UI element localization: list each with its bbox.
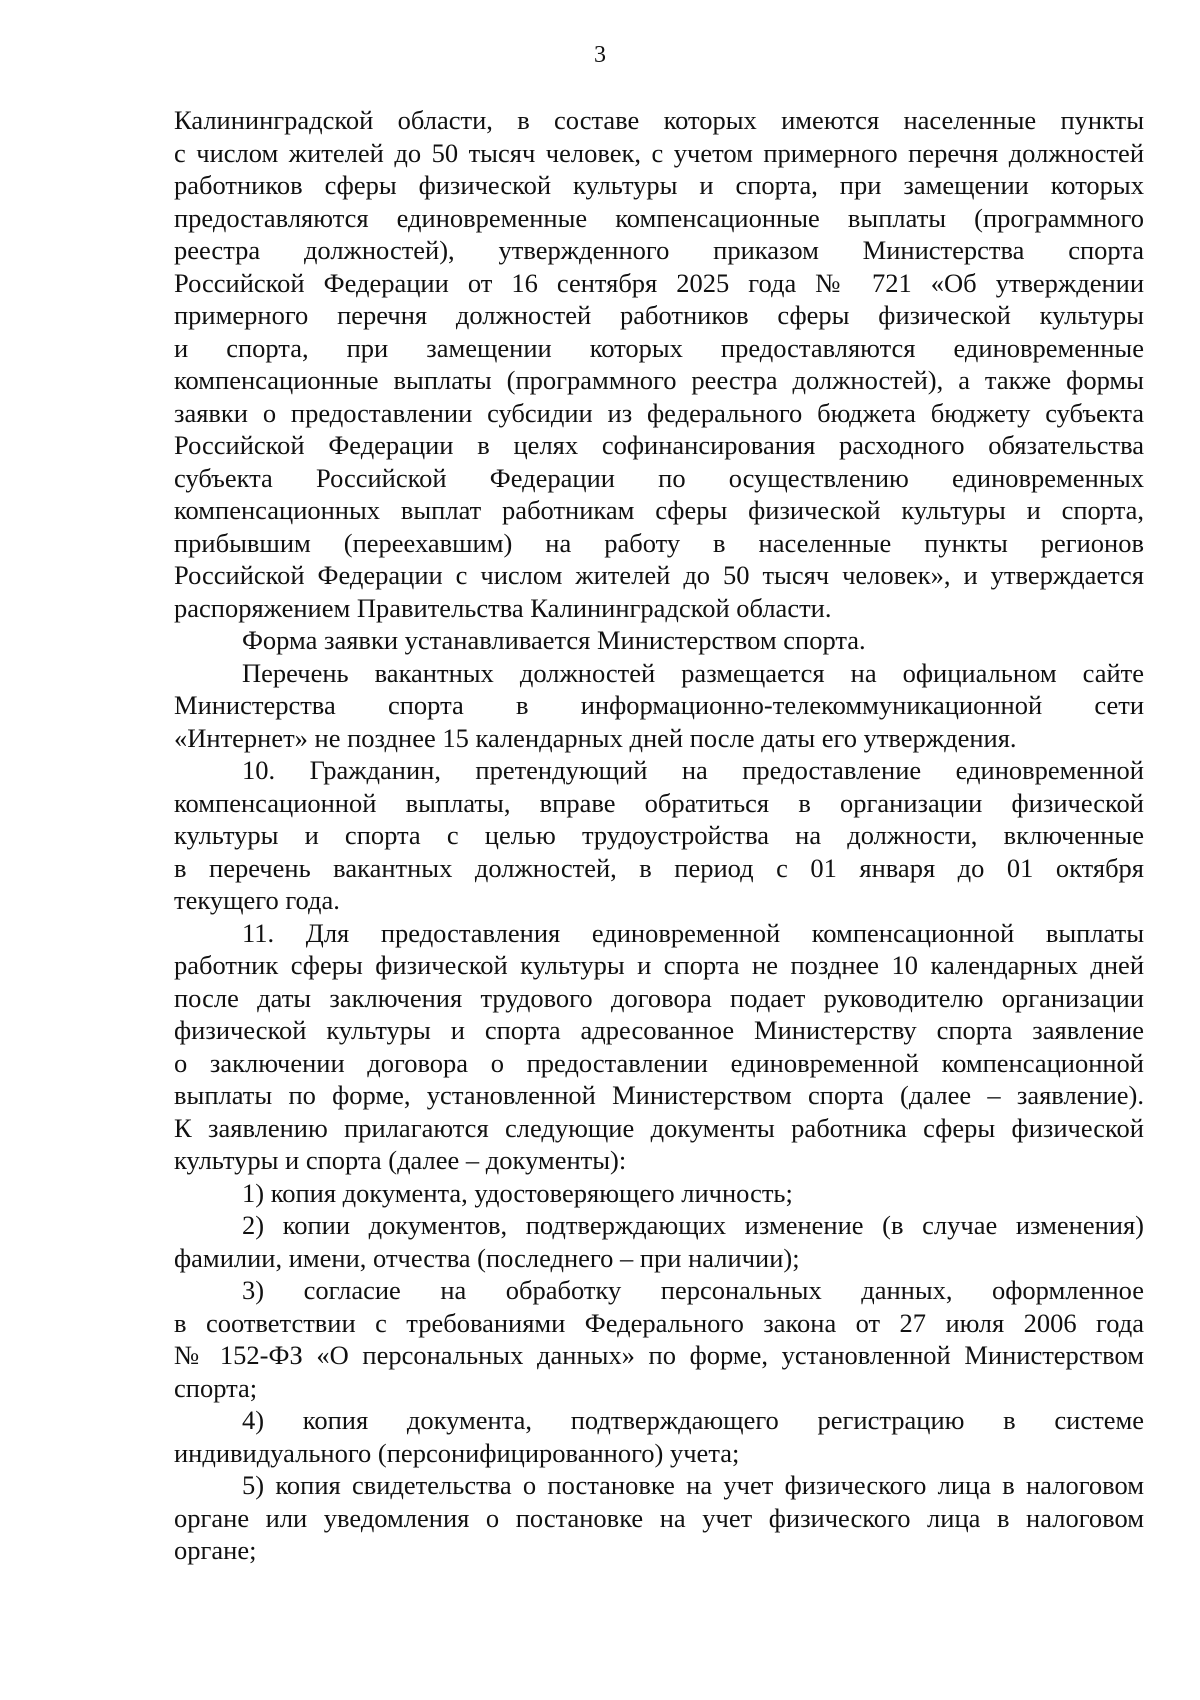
paragraph-line: 4) копия документа, подтверждающего регистрацию в системе: [242, 1405, 1144, 1435]
document-body: [174, 104, 1144, 1567]
paragraph-line: текущего года.: [174, 885, 340, 915]
paragraph: [174, 104, 1144, 624]
paragraph: [174, 1274, 1144, 1404]
paragraph-line: 11. Для предоставления единовременной компенсационной выплаты: [242, 917, 1144, 948]
paragraph-line: Перечень вакантных должностей размещается на официальном сайте: [242, 657, 1144, 688]
paragraph-line: Российской Федерации в целях софинансирования расходного обязательства: [174, 430, 1144, 460]
paragraph-line: компенсационные выплаты (программного реестра должностей), а также формы: [174, 365, 1144, 395]
paragraph-line: после даты заключения трудового договора подает руководителю организации: [174, 982, 1144, 1013]
paragraph-line: спорта;: [174, 1372, 258, 1403]
paragraph-line: Форма заявки устанавливается Министерством спорта.: [242, 625, 866, 655]
paragraph-line: субъекта Российской Федерации по осуществлению единовременных: [174, 462, 1144, 493]
paragraph-line: культуры и спорта (далее – документы):: [174, 1145, 627, 1175]
paragraph-line: в перечень вакантных должностей, в период с 01 января до 01 октября: [174, 852, 1144, 883]
paragraph-line: выплаты по форме, установленной Министерством спорта (далее – заявление).: [174, 1080, 1144, 1110]
paragraph-line: примерного перечня должностей работников сферы физической культуры: [174, 300, 1144, 330]
paragraph-line: прибывшим (переехавшим) на работу в населенные пункты регионов: [174, 527, 1144, 558]
paragraph-line: «Интернет» не позднее 15 календарных дней после даты его утверждения.: [174, 722, 1017, 753]
paragraph-line: Калининградской области, в составе которых имеются населенные пункты: [174, 105, 1144, 135]
paragraph-line: реестра должностей), утвержденного приказом Министерства спорта: [174, 235, 1144, 265]
paragraph-line: 2) копии документов, подтверждающих изменение (в случае изменения): [242, 1210, 1144, 1240]
paragraph-line: заявки о предоставлении субсидии из федерального бюджета бюджету субъекта: [174, 397, 1144, 428]
paragraph-line: работников сферы физической культуры и спорта, при замещении которых: [174, 170, 1144, 200]
paragraph-line: Российской Федерации с числом жителей до 50 тысяч человек», и утверждается: [174, 560, 1144, 590]
paragraph-line: о заключении договора о предоставлении единовременной компенсационной: [174, 1047, 1144, 1078]
paragraph-line: органе;: [174, 1535, 257, 1565]
paragraph-line: компенсационной выплаты, вправе обратиться в организации физической: [174, 787, 1144, 818]
paragraph-line: предоставляются единовременные компенсационные выплаты (программного: [174, 202, 1144, 233]
paragraph-line: распоряжением Правительства Калининградской области.: [174, 592, 832, 623]
paragraph-line: 5) копия свидетельства о постановке на учет физического лица в налоговом: [242, 1470, 1144, 1500]
paragraph: [174, 1209, 1144, 1274]
paragraph-line: индивидуального (персонифицированного) учета;: [174, 1437, 740, 1468]
paragraph-line: и спорта, при замещении которых предоставляются единовременные: [174, 332, 1144, 363]
page-number: 3: [594, 42, 606, 68]
paragraph-line: Министерства спорта в информационно-телекоммуникационной сети: [174, 690, 1144, 720]
paragraph: [174, 624, 1144, 657]
paragraph-line: с числом жителей до 50 тысяч человек, с учетом примерного перечня должностей: [174, 137, 1144, 168]
paragraph: [174, 1177, 1144, 1210]
paragraph-line: работник сферы физической культуры и спорта не позднее 10 календарных дней: [174, 950, 1144, 980]
paragraph: [174, 917, 1144, 1177]
paragraph-line: К заявлению прилагаются следующие документы работника сферы физической: [174, 1112, 1144, 1143]
paragraph-line: 1) копия документа, удостоверяющего личность;: [242, 1177, 793, 1208]
paragraph-line: культуры и спорта с целью трудоустройства на должности, включенные: [174, 820, 1144, 850]
paragraph-line: № 152-ФЗ «О персональных данных» по форме, установленной Министерством: [174, 1340, 1144, 1370]
paragraph-line: 10. Гражданин, претендующий на предоставление единовременной: [242, 755, 1144, 785]
paragraph-line: фамилии, имени, отчества (последнего – при наличии);: [174, 1242, 800, 1273]
paragraph-line: органе или уведомления о постановке на учет физического лица в налоговом: [174, 1502, 1144, 1533]
paragraph: [174, 754, 1144, 917]
paragraph-line: компенсационных выплат работникам сферы физической культуры и спорта,: [174, 495, 1144, 525]
paragraph: [174, 1469, 1144, 1567]
paragraph-line: физической культуры и спорта адресованное Министерству спорта заявление: [174, 1015, 1144, 1045]
paragraph-line: в соответствии с требованиями Федерального закона от 27 июля 2006 года: [174, 1307, 1144, 1338]
paragraph: [174, 1404, 1144, 1469]
paragraph: [174, 657, 1144, 755]
paragraph-line: 3) согласие на обработку персональных данных, оформленное: [242, 1275, 1144, 1305]
paragraph-line: Российской Федерации от 16 сентября 2025 года № 721 «Об утверждении: [174, 267, 1144, 298]
